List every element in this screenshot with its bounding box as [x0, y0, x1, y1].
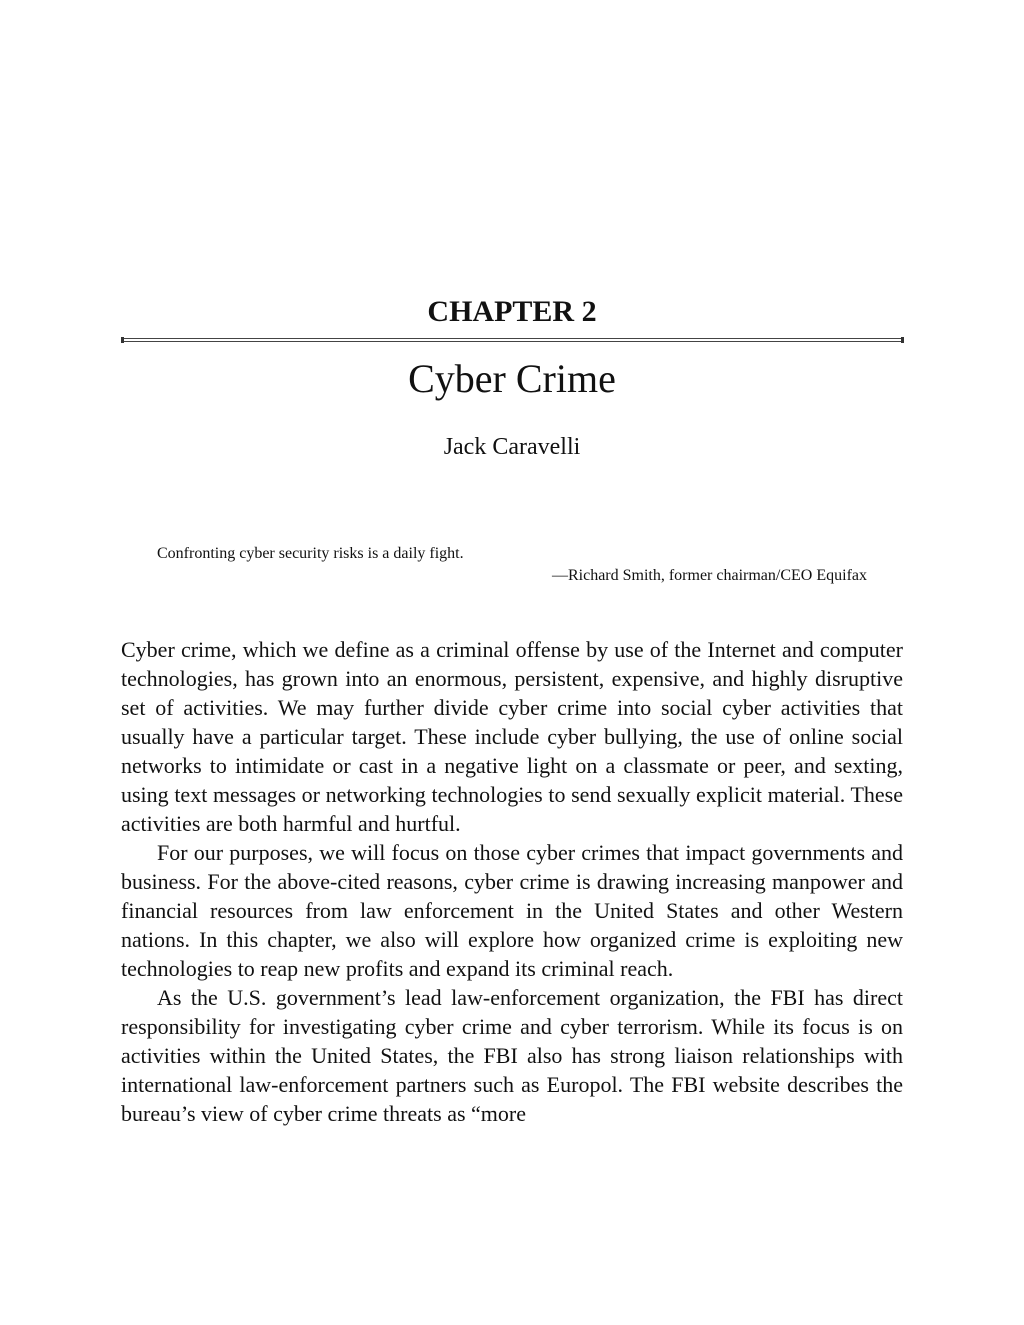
chapter-author: Jack Caravelli	[443, 434, 581, 460]
body-paragraph: As the U.S. government’s lead law-enforcement organization, the FBI has direct responsibility for investigating cyber crime and cyber terrorism. While its focus is on activities within the United States, the FBI also has strong liaison relationships with international law-enforcement partners such as Europol. The FBI website describes the bureau’s view of cyber crime threats as “more	[121, 985, 903, 1126]
chapter-number: CHAPTER 2	[427, 295, 597, 328]
chapter-title: Cyber Crime	[408, 356, 616, 401]
epigraph	[157, 543, 867, 587]
epigraph-attribution: —Richard Smith, former chairman/CEO Equifax	[551, 567, 867, 584]
body-paragraph: Cyber crime, which we define as a criminal offense by use of the Internet and computer technologies, has grown into an enormous, persistent, expensive, and highly disruptive set of activities. We may further divide cyber crime into social cyber activities that usually have a particular target. These include cyber bullying, the use of online social networks to intimidate or cast in a negative light on a classmate or peer, and sexting, using text messages or networking technologies to send sexually explicit material. These activities are both harmful and hurtful.	[121, 637, 903, 836]
divider-line-top	[121, 338, 904, 339]
divider-line-bottom	[121, 341, 904, 342]
divider-cap-left	[121, 337, 124, 343]
divider-cap-right	[901, 337, 904, 343]
epigraph-quote: Confronting cyber security risks is a daily fight.	[157, 545, 464, 562]
body-paragraph: For our purposes, we will focus on those cyber crimes that impact governments and business. For the above-cited reasons, cyber crime is drawing increasing manpower and financial resources from law enforcement in the United States and other Western nations. In this chapter, we also will explore how organized crime is exploiting new technologies to reap new profits and expand its criminal reach.	[121, 840, 903, 981]
chapter-divider-rule	[121, 337, 904, 343]
chapter-body	[121, 635, 903, 1128]
